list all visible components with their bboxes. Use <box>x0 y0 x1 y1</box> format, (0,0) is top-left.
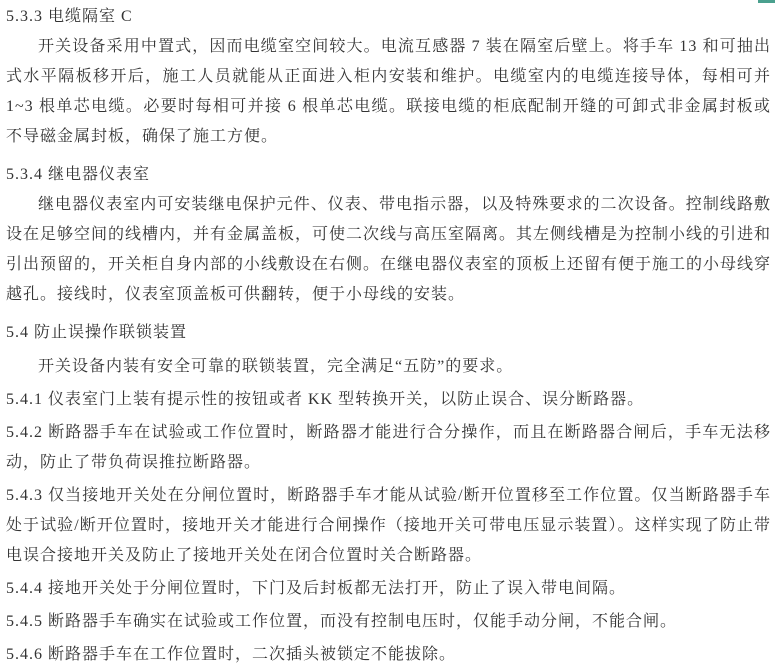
top-right-accent-fragment <box>758 0 775 3</box>
clause-5-4-3: 5.4.3 仅当接地开关处在分闸位置时，断路器手车才能从试验/断开位置移至工作位置。仅当断路器手车处于试验/断开位置时，接地开关才能进行合闸操作（接地开关可带电压显示装置）。这样实现了防止带电误合接地开关及防止了接地开关处在闭合位置时关合断路器。 <box>6 487 771 564</box>
paragraph-interlock-intro: 开关设备内装有安全可靠的联锁装置，完全满足“五防”的要求。 <box>38 358 514 375</box>
clause-5-4-6: 5.4.6 断路器手车在工作位置时，二次插头被锁定不能拔除。 <box>6 646 457 663</box>
paragraph-cable-compartment: 开关设备采用中置式，因而电缆室空间较大。电流互感器 7 装在隔室后壁上。将手车 13 和可抽出式水平隔板移开后，施工人员就能从正面进入柜内安装和维护。电缆室内的电缆连接导体，每相可并 1~3 根单芯电缆。必要时每相可并接 6 根单芯电缆。联接电缆的柜底配制开缝的可卸式非金属封板或不导磁金属封板，确保了施工方便。 <box>6 38 771 145</box>
clause-5-4-4: 5.4.4 接地开关处于分闸位置时，下门及后封板都无法打开，防止了误入带电间隔。 <box>6 580 627 597</box>
clause-5-4-5: 5.4.5 断路器手车确实在试验或工作位置，而没有控制电压时，仅能手动分闸，不能合闸。 <box>6 613 678 630</box>
section-heading-5-3-4: 5.3.4 继电器仪表室 <box>6 166 151 183</box>
paragraph-relay-instrument-room: 继电器仪表室内可安装继电保护元件、仪表、带电指示器，以及特殊要求的二次设备。控制线路敷设在足够空间的线槽内，并有金属盖板，可使二次线与高压室隔离。其左侧线槽是为控制小线的引进和引出预留的，开关柜自身内部的小线敷设在右侧。在继电器仪表室的顶板上还留有便于施工的小母线穿越孔。接线时，仪表室顶盖板可供翻转，便于小母线的安装。 <box>6 196 772 303</box>
section-heading-5-4: 5.4 防止误操作联锁装置 <box>6 324 188 341</box>
clause-5-4-1: 5.4.1 仪表室门上装有提示性的按钮或者 KK 型转换开关，以防止误合、误分断路器。 <box>6 391 645 408</box>
clause-5-4-2: 5.4.2 断路器手车在试验或工作位置时，断路器才能进行合分操作，而且在断路器合闸后，手车无法移动，防止了带负荷误推拉断路器。 <box>6 424 771 471</box>
section-heading-5-3-3: 5.3.3 电缆隔室 C <box>6 8 133 25</box>
